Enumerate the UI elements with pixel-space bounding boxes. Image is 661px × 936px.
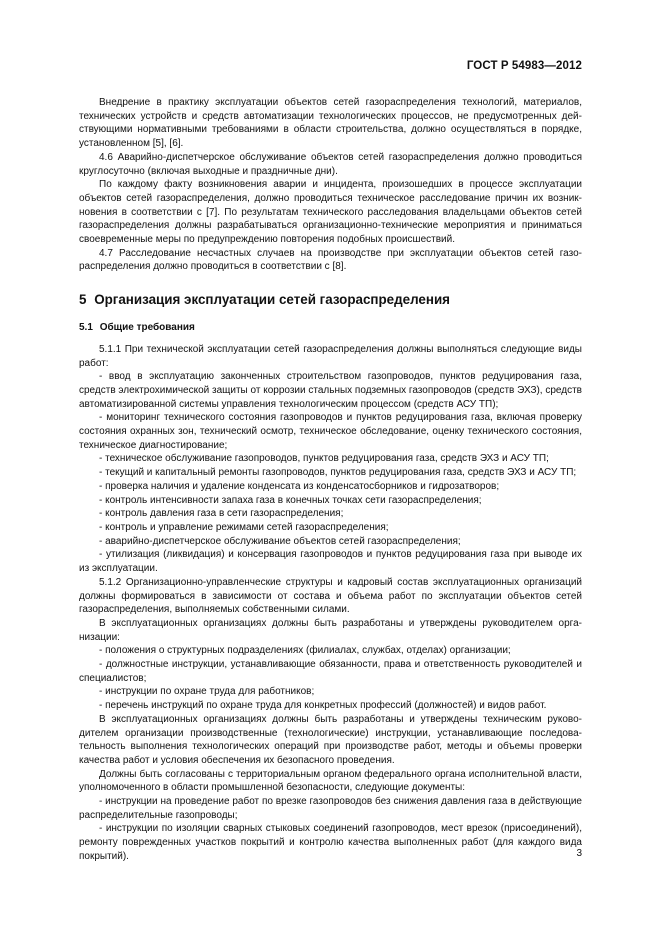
list-item: - инструкции на проведение работ по врезке газопроводов без снижения давления газа в действующие распределительные газопроводы; [79, 796, 582, 821]
paragraph: 4.6 Аварийно-диспетчерское обслуживание объектов сетей газораспределения должно проводиться круглосуточно (включая выходные и праздничные дни). [79, 151, 582, 177]
list-item: - положения о структурных подразделениях (филиалах, службах, отделах) организации; [99, 645, 511, 657]
list-item: - должностные инструкции, устанавливающие обязанности, права и ответственность руководителей и специалистов; [79, 659, 582, 684]
subsection-heading-5-1 [79, 321, 582, 335]
paragraph: 5.1.1 При технической эксплуатации сетей газораспределения должны выполняться следующие виды работ: [79, 343, 582, 369]
list-item: - аварийно-диспетчерское обслуживание объектов сетей газораспределения; [99, 535, 461, 547]
list-item: - контроль давления газа в сети газораспределения; [99, 508, 344, 520]
section-number: 5 [79, 292, 87, 308]
list-item: - текущий и капитальный ремонты газопроводов, пунктов редуцирования газа, средств ЭХЗ и АСУ ТП; [99, 467, 577, 479]
list-item: - инструкции по охране труда для работников; [99, 686, 315, 698]
page-number: 3 [576, 848, 582, 859]
list-item: - мониторинг технического состояния газопроводов и пунктов редуцирования газа, включая проверку состояния охранных зон, технический осмотр, техническое обследование, оценку технического состояния, техническое диагностирование; [79, 412, 582, 451]
paragraph: 5.1.2 Организационно-управленческие структуры и кадровый состав эксплуатационных организаций должны формироваться в зависимости от состава и объема работ по эксплуатации объектов сетей газораспределения, выполняемых собственными силами. [79, 576, 582, 616]
list-item: - ввод в эксплуатацию законченных строительством газопроводов, пунктов редуцирования газа, средств электрохимической защиты от коррозии стальных подземных газопроводов (средств ЭХЗ), средств автоматизированной системы управления технологическим процессом (средств АСУ ТП); [79, 371, 582, 410]
list-item: - контроль интенсивности запаха газа в конечных точках сети газораспределения; [99, 494, 482, 506]
paragraph: 4.7 Расследование несчастных случаев на производстве при эксплуатации объектов сетей газораспределения должно проводиться в соответствии с [8]. [79, 247, 582, 273]
subsection-number: 5.1 [79, 322, 93, 334]
list-item: - инструкции по изоляции сварных стыковых соединений газопроводов, мест врезок (присоединений), ремонту поврежденных участков покрытий и контролю качества выполненных работ (для каждого вида покрытий). [79, 823, 582, 862]
list-item: - контроль и управление режимами сетей газораспределения; [99, 521, 389, 533]
document-designation: ГОСТ Р 54983—2012 [466, 60, 582, 72]
paragraph: Должны быть согласованы с территориальным органом федерального органа исполнительной власти, уполномоченного в области промышленной безопасности, следующие документы: [79, 768, 582, 794]
document-header [467, 60, 582, 72]
paragraph: Внедрение в практику эксплуатации объектов сетей газораспределения технологий, материалов, технических устройств и средств автоматизации технологических процессов, не предусмотренных действующими нормативными требованиями в области строительства, должно осуществляться в порядке, установленном [5], [6]. [79, 97, 582, 150]
list-item: - проверка наличия и удаление конденсата из конденсатосборников и гидрозатворов; [99, 480, 500, 492]
subsection-title: Общие требования [99, 322, 195, 334]
paragraph: По каждому факту возникновения аварии и инцидента, произошедших в процессе эксплуатации объектов сетей газораспределения, должно проводиться техническое расследование причин их возникновения в соответствии с [7]. По результатам технического расследования владельцами объектов сетей газораспределения должны разрабатываться организационно-технические мероприятия и приниматься своевременные меры по предупреждению повторения подобных происшествий. [79, 179, 582, 246]
list-item: - техническое обслуживание газопроводов, пунктов редуцирования газа, средств ЭХЗ и АСУ ТП; [99, 453, 549, 465]
section-heading-5 [79, 291, 582, 308]
section-title: Организация эксплуатации сетей газораспределения [94, 292, 450, 308]
list-item: - утилизация (ликвидация) и консервация газопроводов и пунктов редуцирования газа при выводе их из эксплуатации. [79, 549, 582, 575]
paragraph: В эксплуатационных организациях должны быть разработаны и утверждены руководителем организации: [79, 617, 582, 643]
list-item: - перечень инструкций по охране труда для конкретных профессий (должностей) и видов работ. [99, 700, 547, 712]
document-body [79, 96, 582, 864]
paragraph: В эксплуатационных организациях должны быть разработаны и утверждены техническим руководителем организации производственные (технологические) инструкции, устанавливающие последовательность выполнения технологических операций при производстве работ, методы и объемы проверки качества работ и условия обеспечения их безопасного проведения. [79, 713, 582, 766]
